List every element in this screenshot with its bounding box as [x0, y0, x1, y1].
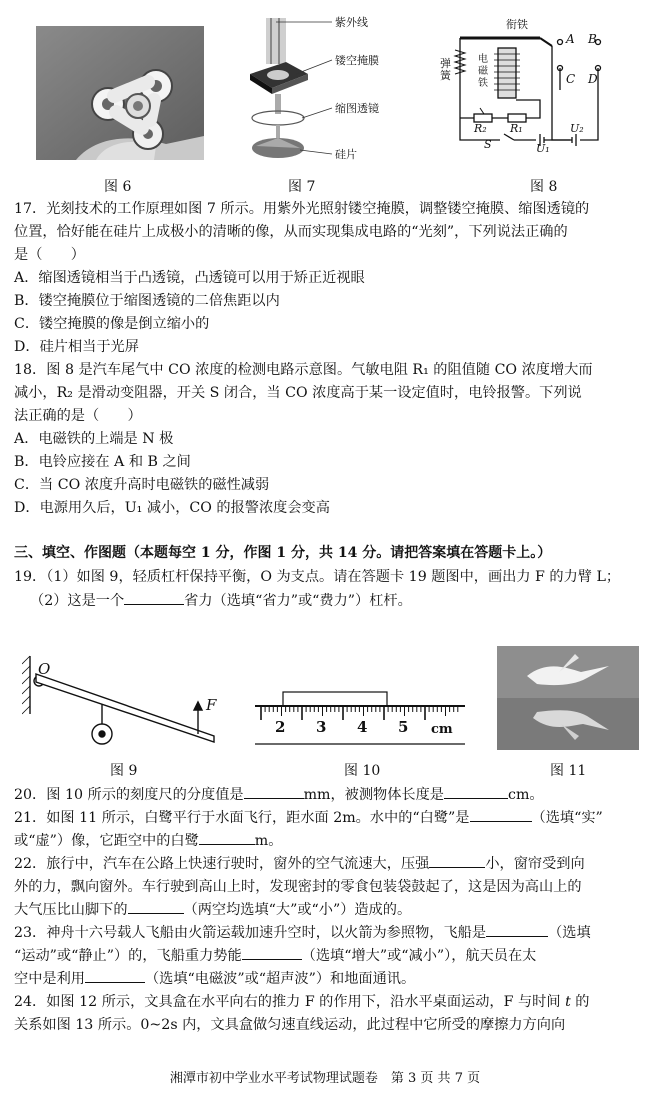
q18-option-d: D．电源用久后，U₁ 减小，CO 的报警浓度会变高: [14, 500, 330, 516]
egret-reflection-image: [497, 646, 639, 750]
q20-text-a: 20．图 10 所示的刻度尺的分度值是: [14, 787, 244, 803]
label-contact-C: C: [566, 72, 576, 86]
q18-stem-line1: 18．图 8 是汽车尾气中 CO 浓度的检测电路示意图。气敏电阻 R₁ 的阻值随 CO 浓度增大而: [14, 362, 593, 378]
q23-blank-3[interactable]: [85, 968, 145, 983]
q24-line1: [14, 991, 589, 1013]
label-lens: 缩图透镜: [335, 102, 379, 115]
label-R1: R₁: [510, 122, 523, 135]
ruler-tick-label-5: 5: [398, 718, 409, 736]
figure-11-caption: 图 11: [550, 763, 587, 779]
q21-text-a: 21．如图 11 所示，白鹭平行于水面飞行，距水面 2m。水中的“白鹭”是: [14, 810, 470, 826]
q21-text-d: m。: [254, 833, 283, 849]
q20-blank-2[interactable]: [444, 784, 508, 799]
q23-text-f: （选填“电磁波”或“超声波”）和地面通讯。: [144, 971, 416, 987]
q20-blank-1[interactable]: [244, 784, 304, 799]
q23-blank-1[interactable]: [486, 922, 548, 937]
label-R2: R₂: [474, 122, 487, 135]
q20-text-b: mm，被测物体长度是: [303, 787, 444, 803]
label-contact-B: B: [588, 32, 597, 46]
q22-blank-1[interactable]: [429, 853, 485, 868]
q22-blank-2[interactable]: [128, 899, 184, 914]
label-spring: 弹簧: [440, 57, 451, 82]
q19-part2-choice: 省力（选填“省力”或“费力”）杠杆。: [184, 593, 412, 609]
q24-line2: 关系如图 13 所示。0~2s 内，文具盒做匀速直线运动，此过程中它所受的摩擦力方向向: [14, 1017, 566, 1033]
q21-line1: [14, 807, 603, 829]
q19-part2-text: （2）这是一个: [30, 593, 125, 609]
q24-text-a: 24．如图 12 所示，文具盒在水平向右的推力 F 的作用下，沿水平桌面运动，F 与时间: [14, 994, 561, 1010]
q23-text-a: 23．神舟十六号载人飞船由火箭运载加速升空时，以火箭为参照物，飞船是: [14, 925, 487, 941]
label-armature: 衔铁: [506, 18, 528, 31]
q18-option-c: C．当 CO 浓度升高时电磁铁的磁性减弱: [14, 477, 270, 493]
label-mask: 镂空掩膜: [335, 54, 379, 67]
q24-text-b: 的: [575, 994, 590, 1010]
figure-6-photo: [36, 26, 204, 160]
figure-10-caption: 图 10: [344, 763, 381, 779]
figure-7-diagram: [236, 18, 406, 164]
q22-line2: 外的力，飘向窗外。车行驶到高山上时，发现密封的零食包装袋鼓起了，这是因为高山上的: [14, 879, 582, 895]
fidget-spinner-image: [36, 26, 204, 160]
q17-stem-line3: 是（ ）: [14, 247, 85, 263]
label-switch-S: S: [484, 138, 492, 151]
label-electromagnet: 电磁铁: [478, 54, 488, 89]
q23-text-b: （选填: [548, 925, 591, 941]
q19-line1: 19．（1）如图 9，轻质杠杆保持平衡，O 为支点。请在答题卡 19 题图中，画出力 F 的力臂 L；: [14, 569, 621, 585]
q18-option-a: A．电磁铁的上端是 N 极: [14, 431, 174, 447]
figure-9-caption: 图 9: [110, 763, 138, 779]
figure-8-circuit: [440, 18, 640, 160]
q23-text-d: （选填“增大”或“减小”），航天员在太: [301, 948, 537, 964]
q18-stem-line3: 法正确的是（ ）: [14, 408, 142, 424]
q23-line1: [14, 922, 591, 944]
label-contact-D: D: [588, 72, 598, 86]
q19-answer-blank[interactable]: [124, 590, 184, 605]
label-uv-light: 紫外线: [335, 16, 368, 29]
label-pivot-O: O: [38, 660, 51, 678]
ruler-unit-label: cm: [431, 722, 453, 737]
ruler-tick-label-4: 4: [357, 718, 368, 736]
q23-line3: [14, 968, 415, 990]
q17-option-a: A．缩图透镜相当于凸透镜，凸透镜可以用于矫正近视眼: [14, 270, 365, 286]
q21-text-b: （选填“实”: [531, 810, 603, 826]
figure-6-caption: 图 6: [104, 179, 132, 195]
label-contact-A: A: [566, 32, 575, 46]
q22-text-d: （两空均选填“大”或“小”）造成的。: [183, 902, 412, 918]
q23-text-c: “运动”或“静止”）的，飞船重力势能: [14, 948, 242, 964]
q20-text-c: cm。: [508, 787, 544, 803]
label-wafer: 硅片: [335, 148, 357, 161]
figure-7-caption: 图 7: [288, 179, 316, 195]
figure-9-lever: [22, 650, 222, 750]
q21-text-c: 或“虚”）像，它距空中的白鹭: [14, 833, 199, 849]
section-3-heading: 三、填空、作图题（本题每空 1 分，作图 1 分，共 14 分。请把答案填在答题卡上。）: [14, 545, 552, 561]
page-footer: 湘潭市初中学业水平考试物理试题卷 第 3 页 共 7 页: [169, 1071, 481, 1086]
ruler-tick-label-3: 3: [316, 718, 327, 736]
label-force-F: F: [206, 696, 217, 714]
q22-text-c: 大气压比山脚下的: [14, 902, 128, 918]
q23-blank-2[interactable]: [242, 945, 302, 960]
q19-line2: [30, 590, 412, 612]
label-U1: U₁: [536, 142, 550, 155]
q17-stem-line2: 位置，恰好能在硅片上成极小的清晰的像，从而实现集成电路的“光刻”，下列说法正确的: [14, 224, 568, 240]
q21-blank-2[interactable]: [199, 830, 255, 845]
q21-line2: [14, 830, 282, 852]
q22-line3: [14, 899, 411, 921]
q22-line1: [14, 853, 585, 875]
q22-text-a: 22．旅行中，汽车在公路上快速行驶时，窗外的空气流速大，压强: [14, 856, 430, 872]
q17-stem-line1: 17．光刻技术的工作原理如图 7 所示。用紫外光照射镂空掩膜，调整镂空掩膜、缩图透镜的: [14, 201, 590, 217]
figure-8-caption: 图 8: [530, 179, 558, 195]
q17-option-b: B．镂空掩膜位于缩图透镜的二倍焦距以内: [14, 293, 280, 309]
q18-option-b: B．电铃应接在 A 和 B 之间: [14, 454, 191, 470]
q21-blank-1[interactable]: [470, 807, 532, 822]
ruler-tick-label-2: 2: [275, 718, 286, 736]
q17-option-d: D．硅片相当于光屏: [14, 339, 139, 355]
figure-10-ruler: [255, 688, 465, 748]
q23-text-e: 空中是利用: [14, 971, 85, 987]
q22-text-b: 小，窗帘受到向: [485, 856, 585, 872]
q23-line2: [14, 945, 536, 967]
q17-option-c: C．镂空掩膜的像是倒立缩小的: [14, 316, 210, 332]
label-U2: U₂: [570, 122, 584, 135]
q20-line: [14, 784, 544, 806]
q18-stem-line2: 减小，R₂ 是滑动变阻器，开关 S 闭合，当 CO 浓度高于某一设定值时，电铃报警。下列说: [14, 385, 582, 401]
figure-11-photo: [497, 646, 639, 750]
q24-variable-t: t: [565, 994, 571, 1010]
